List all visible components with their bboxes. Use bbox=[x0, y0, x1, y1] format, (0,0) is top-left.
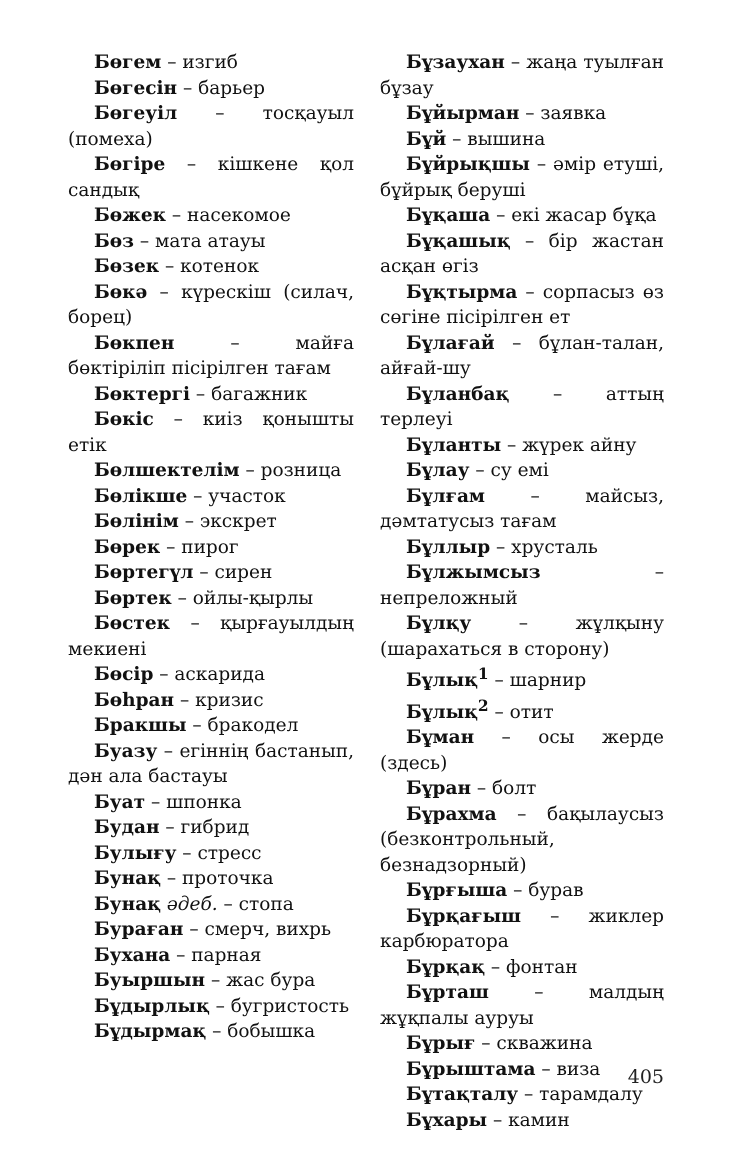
entry-headword: Буыршын bbox=[94, 970, 206, 991]
dictionary-entry: Бұрқағыш – жиклер карбюратора bbox=[380, 905, 664, 953]
entry-definition: әмір етуші, бұйрық беруші bbox=[380, 154, 665, 201]
dictionary-entry: Бұтақталу – тарамдалу bbox=[406, 1084, 643, 1106]
entry-headword: Бөкпен bbox=[94, 332, 175, 354]
entry-headword: Бөлінім bbox=[94, 511, 179, 532]
entry-headword: Бұрыштама bbox=[406, 1058, 536, 1080]
dictionary-entry: Бұланты – жүрек айну bbox=[406, 434, 637, 456]
entry-headword: Бөртегүл bbox=[94, 562, 194, 583]
entry-headword: Буат bbox=[94, 791, 146, 813]
entry-definition: мата атауы bbox=[154, 230, 266, 252]
entry-headword: Бөсір bbox=[94, 664, 154, 685]
entry-definition: фонтан bbox=[506, 956, 578, 978]
dictionary-entry: Бөлікше – участок bbox=[94, 485, 286, 507]
entry-headword: Бұлық bbox=[406, 670, 478, 692]
entry-definition: болт bbox=[492, 778, 537, 800]
entry-headword: Бөжек bbox=[94, 205, 166, 226]
entry-headword: Бұран bbox=[406, 778, 472, 800]
entry-definition: аскарида bbox=[174, 664, 265, 685]
dictionary-entry: Бұлағай – бұлан-талан, айғай-шу bbox=[380, 332, 664, 379]
entry-superscript: 1 bbox=[477, 665, 489, 683]
entry-definition: гибрид bbox=[180, 817, 250, 838]
entry-definition: стопа bbox=[238, 893, 294, 915]
entry-headword: Бұрқағыш bbox=[406, 905, 522, 927]
entry-definition: жүрек айну bbox=[522, 434, 637, 456]
entry-headword: Будан bbox=[94, 817, 160, 838]
entry-headword: Бөкіс bbox=[94, 409, 154, 430]
entry-headword: Бұлық bbox=[406, 701, 478, 723]
entry-headword: Бұрахма bbox=[406, 803, 497, 825]
entry-definition: экскрет bbox=[199, 511, 277, 532]
entry-definition: сорпасыз өз сөгіне пісірілген ет bbox=[380, 281, 664, 328]
dictionary-entry: Бунақ әдеб. – стопа bbox=[94, 893, 294, 915]
dictionary-entry: Булығу – стресс bbox=[94, 842, 262, 864]
entry-headword: Бөлшектелім bbox=[94, 460, 240, 481]
dictionary-entry: Бұрғыша – бурав bbox=[406, 880, 584, 902]
dictionary-entry: Буат – шпонка bbox=[94, 791, 242, 813]
entry-definition: аттың терлеуі bbox=[380, 383, 664, 430]
entry-headword: Бөртек bbox=[94, 587, 172, 609]
entry-headword: Бунақ bbox=[94, 893, 161, 915]
dictionary-entry: Бұқтырма – сорпасыз өз сөгіне пісірілген ет bbox=[380, 281, 664, 328]
entry-headword: Бұлқу bbox=[406, 613, 472, 634]
entry-headword: Бөз bbox=[94, 230, 134, 252]
entry-definition: кішкене қол сандық bbox=[68, 154, 355, 201]
dictionary-entry: Бураған – смерч, вихрь bbox=[94, 919, 332, 940]
entry-headword: Бураған bbox=[94, 919, 184, 940]
entry-definition: стресс bbox=[197, 842, 262, 864]
dictionary-entry: Бөстек – қырғауылдың мекиені bbox=[68, 613, 354, 660]
dictionary-entry: Бұрыштама – виза bbox=[406, 1058, 601, 1080]
entry-headword: Бұлжымсыз bbox=[406, 562, 541, 583]
entry-headword: Булығу bbox=[94, 842, 177, 864]
dictionary-entry: Бұман – осы жерде (здесь) bbox=[380, 727, 664, 774]
dictionary-entry: Бұллыр – хрусталь bbox=[406, 536, 598, 558]
dictionary-entry: Бөгіре – кішкене қол сандық bbox=[68, 154, 355, 201]
dictionary-entry: Бұхары – камин bbox=[406, 1109, 570, 1131]
entry-superscript: 2 bbox=[477, 696, 489, 715]
dictionary-entry: Бөзек – котенок bbox=[94, 256, 260, 277]
entry-headword: Бөгем bbox=[94, 52, 162, 73]
entry-headword: Бұқтырма bbox=[406, 281, 518, 303]
dictionary-entry: Бөртек – ойлы-қырлы bbox=[94, 587, 314, 609]
entry-headword: Бөрек bbox=[94, 536, 161, 558]
entry-headword: Бөкә bbox=[94, 281, 148, 303]
dictionary-entry: Бұзаухан – жаңа туылған бұзау bbox=[380, 52, 664, 99]
entry-headword: Бөһран bbox=[94, 689, 175, 711]
entry-headword: Бұдырмақ bbox=[94, 1021, 207, 1042]
dictionary-entry: Бөртегүл – сирен bbox=[94, 562, 273, 583]
entry-definition: виза bbox=[556, 1058, 601, 1080]
entry-headword: Бұллыр bbox=[406, 536, 491, 558]
entry-definition: су емі bbox=[490, 460, 549, 481]
entry-definition: котенок bbox=[180, 256, 260, 277]
entry-definition: жаңа туылған бұзау bbox=[380, 52, 664, 99]
entry-definition: барьер bbox=[198, 77, 265, 99]
page-number: 405 bbox=[627, 1066, 664, 1088]
dictionary-entry: Буыршын – жас бура bbox=[94, 970, 316, 991]
dictionary-entry: Бұлғам – майсыз, дәмтатусыз тағам bbox=[380, 485, 664, 532]
entry-headword: Бұрғыша bbox=[406, 880, 508, 902]
dictionary-entry: Бұран – болт bbox=[406, 778, 537, 800]
entry-definition: вышина bbox=[467, 128, 546, 150]
entry-definition: насекомое bbox=[186, 205, 291, 226]
entry-definition: камин bbox=[508, 1109, 570, 1131]
dictionary-entry: Будан – гибрид bbox=[94, 817, 250, 838]
dictionary-entry: Бөлінім – экскрет bbox=[94, 511, 277, 532]
dictionary-entry: Бұдырлық – бугристость bbox=[94, 995, 350, 1017]
entry-definition: киіз қонышты етік bbox=[68, 409, 355, 456]
dictionary-entry: Бұлау – су емі bbox=[406, 460, 549, 481]
entry-definition: майға бөктіріліп пісірілген тағам bbox=[68, 332, 354, 379]
dictionary-entry: Бөктергі – багажник bbox=[94, 383, 308, 405]
dictionary-entry: Бұй – вышина bbox=[406, 128, 546, 150]
entry-definition: бобышка bbox=[227, 1021, 316, 1042]
dictionary-entry: Бөһран – кризис bbox=[94, 689, 264, 711]
entry-definition: хрусталь bbox=[511, 536, 598, 558]
dictionary-entry: Бұланбақ – аттың терлеуі bbox=[380, 383, 664, 430]
entry-definition: проточка bbox=[181, 868, 274, 889]
entry-definition: бақылаусыз (безконтрольный, безнадзорный) bbox=[380, 803, 664, 876]
dictionary-entry: Бұлық$^2$ – отит bbox=[406, 696, 554, 723]
entry-headword: Бұйырман bbox=[406, 103, 520, 124]
entry-definition: отит bbox=[509, 701, 554, 723]
dictionary-entry: Бұйырман – заявка bbox=[406, 103, 607, 124]
dictionary-entry: Бөз – мата атауы bbox=[94, 230, 266, 252]
dictionary-entry: Бұлық$^1$ – шарнир bbox=[406, 665, 587, 692]
entry-definition: тосқауыл (помеха) bbox=[68, 103, 354, 150]
entry-definition: бір жастан асқан өгіз bbox=[380, 230, 664, 277]
entry-definition: смерч, вихрь bbox=[204, 919, 332, 940]
dictionary-entry: Буазу – егіннің бастанып, дән ала бастауы bbox=[68, 740, 355, 787]
entry-definition: бракодел bbox=[207, 715, 299, 736]
entry-note: әдеб. bbox=[166, 893, 218, 915]
entry-headword: Бұланбақ bbox=[406, 383, 510, 405]
entry-headword: Бөлікше bbox=[94, 485, 188, 507]
entry-definition: непреложный bbox=[380, 587, 518, 609]
entry-definition: күрескіш (силач, борец) bbox=[68, 281, 354, 328]
entry-definition: изгиб bbox=[182, 52, 238, 73]
entry-definition: бурав bbox=[528, 880, 584, 902]
entry-headword: Бұтақталу bbox=[406, 1084, 519, 1106]
entry-headword: Бухана bbox=[94, 944, 171, 966]
entry-definition: скважина bbox=[496, 1033, 593, 1055]
entry-definition: тарамдалу bbox=[539, 1084, 643, 1106]
entry-definition: кризис bbox=[195, 689, 264, 711]
dictionary-entry: Бұдырмақ – бобышка bbox=[94, 1021, 316, 1042]
entry-definition: жұлқыну (шарахаться в сторону) bbox=[380, 613, 664, 660]
dictionary-entry: Бұқаша – екі жасар бұқа bbox=[406, 205, 657, 226]
dictionary-entry: Бұрқақ – фонтан bbox=[406, 956, 578, 978]
entry-headword: Буазу bbox=[94, 740, 158, 762]
entry-definition: сирен bbox=[214, 562, 273, 583]
right-column bbox=[380, 50, 664, 1133]
dictionary-entry: Бөгем – изгиб bbox=[94, 52, 238, 73]
dictionary-entry: Бұқашық – бір жастан асқан өгіз bbox=[380, 230, 664, 277]
dictionary-entry: Бөгеуіл – тосқауыл (помеха) bbox=[68, 103, 354, 150]
dictionary-entry: Бұрахма – бақылаусыз (безконтрольный, безнадзорный) bbox=[380, 803, 664, 876]
dictionary-entry: Бұрташ – малдың жұқпалы ауруы bbox=[380, 982, 664, 1029]
entry-definition: осы жерде (здесь) bbox=[380, 727, 664, 774]
entry-definition: шпонка bbox=[166, 791, 242, 813]
entry-headword: Бөгеуіл bbox=[94, 103, 178, 124]
dictionary-entry: Бөлшектелім – розница bbox=[94, 460, 342, 481]
entry-definition: бұлан-талан, айғай-шу bbox=[380, 332, 664, 379]
entry-definition: заявка bbox=[540, 103, 607, 124]
entry-headword: Бұлғам bbox=[406, 485, 485, 507]
entry-headword: Бұхары bbox=[406, 1109, 488, 1131]
entry-headword: Бөгесін bbox=[94, 77, 178, 99]
dictionary-entry: Бракшы – бракодел bbox=[94, 715, 299, 736]
dictionary-entry: Бұйрықшы – әмір етуші, бұйрық беруші bbox=[380, 154, 665, 201]
entry-definition: майсыз, дәмтатусыз тағам bbox=[380, 485, 664, 532]
dictionary-entry: Бөрек – пирог bbox=[94, 536, 239, 558]
entry-headword: Бұлағай bbox=[406, 332, 495, 354]
entry-headword: Бөстек bbox=[94, 613, 171, 634]
entry-definition: ойлы-қырлы bbox=[192, 587, 314, 609]
entry-definition: парная bbox=[191, 944, 262, 966]
entry-headword: Бөгіре bbox=[94, 154, 166, 175]
entry-definition: бугристость bbox=[230, 995, 350, 1017]
entry-headword: Бұрығ bbox=[406, 1033, 476, 1055]
entry-headword: Бөзек bbox=[94, 256, 160, 277]
entry-definition: малдың жұқпалы ауруы bbox=[380, 982, 664, 1029]
entry-definition: егіннің бастанып, дән ала бастауы bbox=[68, 740, 355, 787]
dictionary-entry: Бөкә – күрескіш (силач, борец) bbox=[68, 281, 354, 328]
entry-headword: Бунақ bbox=[94, 868, 161, 889]
entry-headword: Бұрташ bbox=[406, 982, 489, 1004]
dictionary-entry: Бөкпен – майға бөктіріліп пісірілген тағам bbox=[68, 332, 354, 379]
entry-headword: Бұй bbox=[406, 128, 447, 150]
dictionary-entry: Бөкіс – киіз қонышты етік bbox=[68, 409, 355, 456]
entry-headword: Бракшы bbox=[94, 715, 187, 736]
entry-headword: Бұйрықшы bbox=[406, 154, 530, 175]
entry-definition: шарнир bbox=[509, 670, 587, 692]
entry-headword: Бұқашық bbox=[406, 230, 511, 252]
dictionary-entry: Бөжек – насекомое bbox=[94, 205, 291, 226]
entry-definition: екі жасар бұқа bbox=[511, 205, 657, 226]
entry-headword: Бұдырлық bbox=[94, 995, 210, 1017]
entry-headword: Бұзаухан bbox=[406, 52, 505, 73]
dictionary-entry: Бұлқу – жұлқыну (шарахаться в сторону) bbox=[380, 613, 664, 660]
entry-headword: Бұрқақ bbox=[406, 956, 486, 978]
entry-definition: жиклер карбюратора bbox=[380, 905, 664, 953]
entry-definition: участок bbox=[208, 485, 286, 507]
dictionary-entry: Бұлжымсыз – непреложный bbox=[380, 562, 664, 609]
left-column bbox=[68, 50, 354, 1045]
dictionary-entry: Бұрығ – скважина bbox=[406, 1033, 593, 1055]
entry-definition: қырғауылдың мекиені bbox=[68, 613, 354, 660]
entry-headword: Бұлау bbox=[406, 460, 470, 481]
entry-headword: Бөктергі bbox=[94, 383, 191, 405]
entry-headword: Бұқаша bbox=[406, 205, 491, 226]
dictionary-entry: Бунақ – проточка bbox=[94, 868, 274, 889]
entry-definition: розница bbox=[260, 460, 342, 481]
dictionary-entry: Бөгесін – барьер bbox=[94, 77, 265, 99]
entry-definition: багажник bbox=[211, 383, 308, 405]
entry-headword: Бұланты bbox=[406, 434, 502, 456]
entry-headword: Бұман bbox=[406, 727, 475, 749]
dictionary-entry: Бухана – парная bbox=[94, 944, 262, 966]
entry-definition: пирог bbox=[181, 536, 239, 558]
dictionary-entry: Бөсір – аскарида bbox=[94, 664, 265, 685]
entry-definition: жас бура bbox=[226, 970, 316, 991]
